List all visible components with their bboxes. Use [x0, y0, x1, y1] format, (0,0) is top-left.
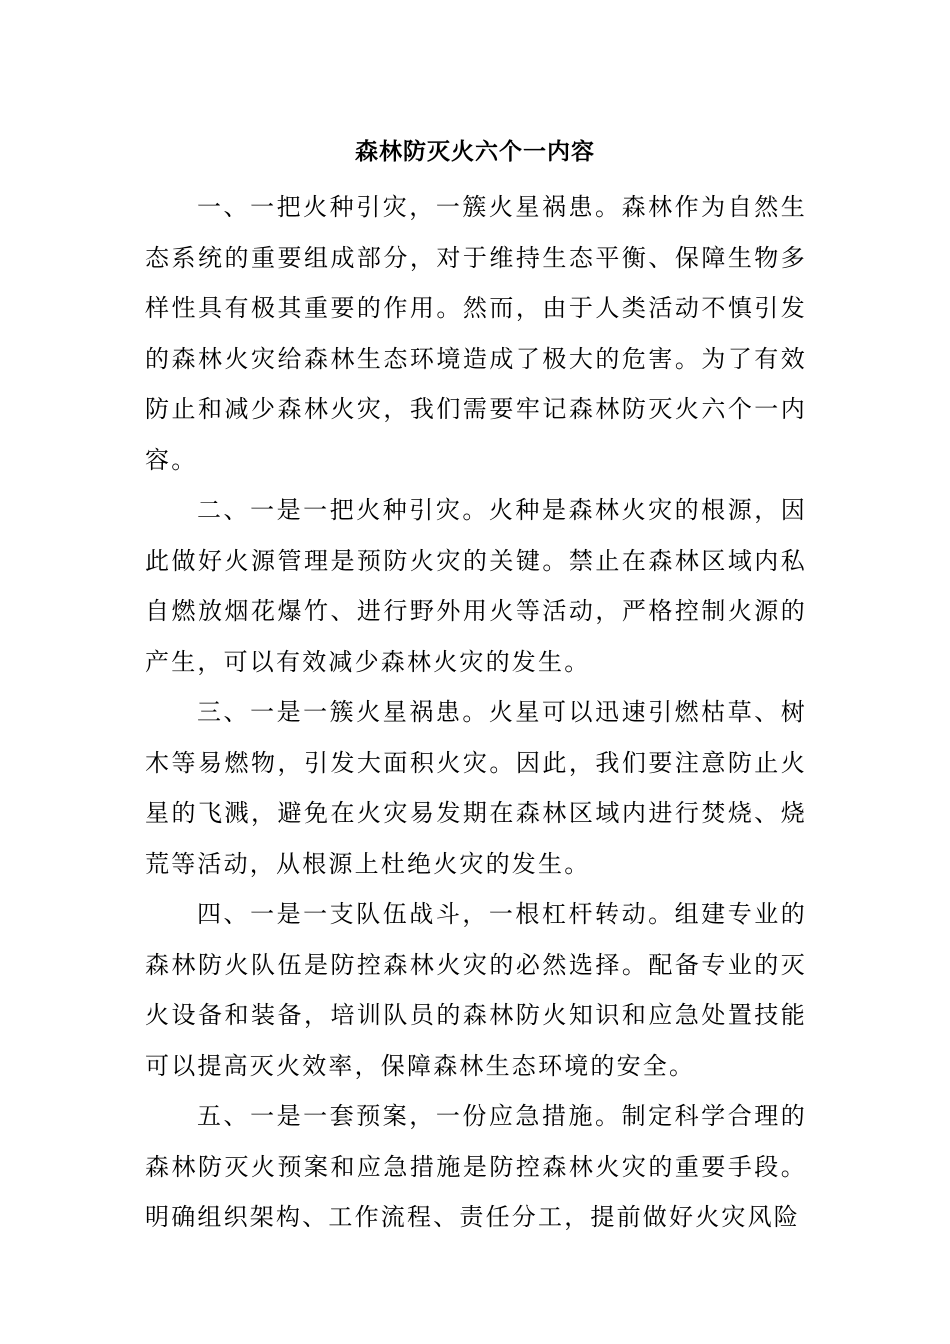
paragraph-2: 二、一是一把火种引灾。火种是森林火灾的根源，因此做好火源管理是预防火灾的关键。禁止在森林区域内私自燃放烟花爆竹、进行野外用火等活动，严格控制火源的产生，可以有效减少森林火灾的发生。: [145, 496, 807, 676]
paragraph-3: 三、一是一簇火星祸患。火星可以迅速引燃枯草、树木等易燃物，引发大面积火灾。因此，我们要注意防止火星的飞溅，避免在火灾易发期在森林区域内进行焚烧、烧荒等活动，从根源上杜绝火灾的发生。: [145, 698, 807, 878]
document-body: [145, 182, 807, 1243]
paragraph-4: 四、一是一支队伍战斗，一根杠杆转动。组建专业的森林防火队伍是防控森林火灾的必然选择。配备专业的灭火设备和装备，培训队员的森林防火知识和应急处置技能可以提高灭火效率，保障森林生态环境的安全。: [145, 900, 807, 1080]
paragraph-5: 五、一是一套预案，一份应急措施。制定科学合理的森林防灭火预案和应急措施是防控森林火灾的重要手段。明确组织架构、工作流程、责任分工，提前做好火灾风险: [145, 1102, 807, 1231]
paragraph-1: 一、一把火种引灾，一簇火星祸患。森林作为自然生态系统的重要组成部分，对于维持生态平衡、保障生物多样性具有极其重要的作用。然而，由于人类活动不慎引发的森林火灾给森林生态环境造成了极大的危害。为了有效防止和减少森林火灾，我们需要牢记森林防灭火六个一内容。: [145, 193, 807, 474]
document-title: 森林防灭火六个一内容: [355, 138, 595, 165]
